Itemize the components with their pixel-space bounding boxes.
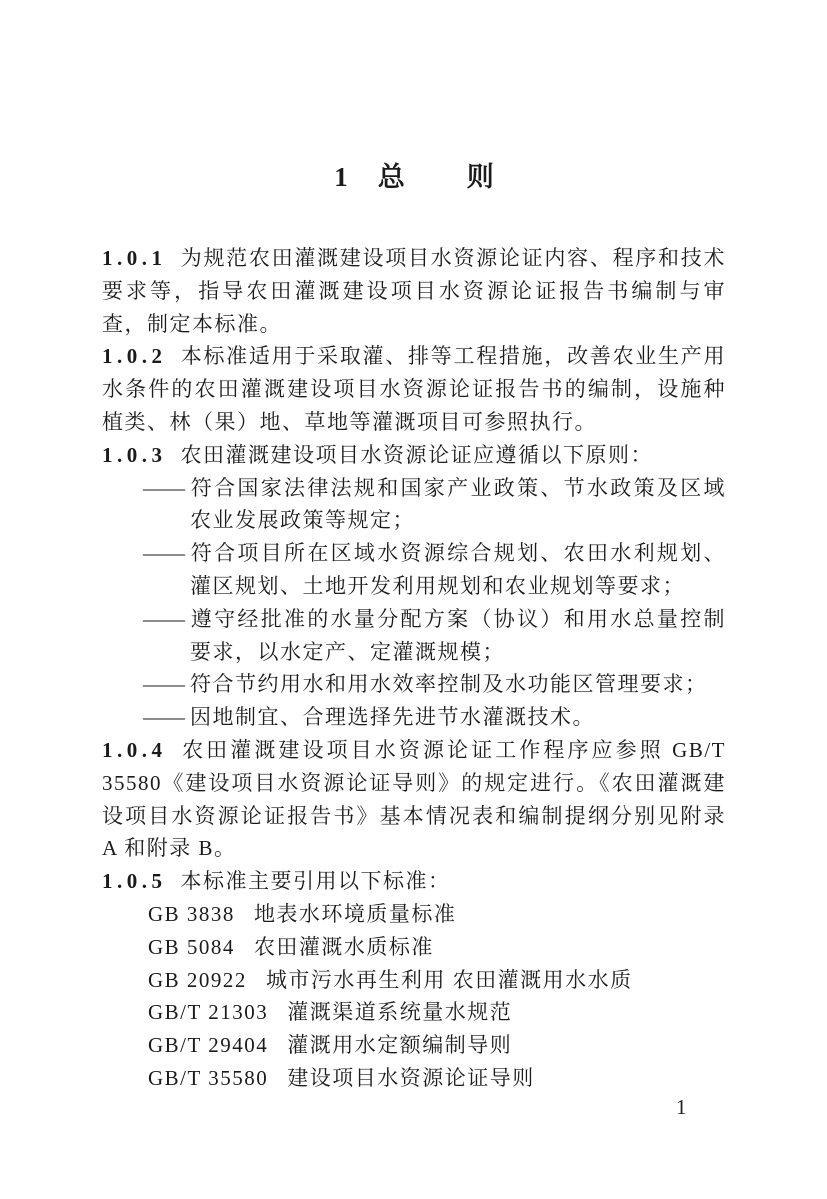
standard-name: 灌溉用水定额编制导则 [287, 1033, 513, 1058]
clause-1-0-4 [102, 734, 726, 865]
chapter-title-word-1: 总 [377, 162, 405, 192]
standard-ref [148, 898, 726, 931]
clause-label: 1.0.3 [102, 442, 167, 467]
clause-text: 为规范农田灌溉建设项目水资源论证内容、程序和技术要求等，指导农田灌溉建设项目水资源论证报告书编制与审查，制定本标准。 [102, 246, 726, 336]
clause-1-0-3 [102, 439, 726, 472]
clause-label: 1.0.4 [102, 737, 167, 762]
chapter-title [102, 155, 726, 193]
standard-ref [148, 1062, 726, 1095]
standard-code: GB/T 35580 [148, 1065, 269, 1090]
clause-label: 1.0.2 [102, 344, 167, 369]
standard-name: 建设项目水资源论证导则 [287, 1065, 535, 1090]
standard-ref [148, 931, 726, 964]
standard-code: GB 5084 [148, 934, 235, 959]
page-content [102, 0, 726, 1095]
clause-1-0-5 [102, 865, 726, 898]
clause-label: 1.0.1 [102, 246, 167, 270]
clause-text: 本标准适用于采取灌、排等工程措施，改善农业生产用水条件的农田灌溉建设项目水资源论证报告书的编制，设施种植类、林（果）地、草地等灌溉项目可参照执行。 [102, 344, 726, 434]
standard-code: GB 20922 [148, 967, 247, 992]
dash-bullet: —— [143, 541, 185, 566]
standard-name: 地表水环境质量标准 [253, 901, 457, 926]
page-number: 1 [676, 1095, 687, 1119]
principle-item [143, 472, 726, 538]
principles-list [102, 472, 726, 734]
standard-code: GB/T 29404 [148, 1033, 269, 1058]
chapter-body [102, 242, 726, 1095]
principle-text: 因地制宜、合理选择先进节水灌溉技术。 [190, 705, 595, 730]
principle-item [143, 603, 726, 669]
clause-1-0-1 [102, 242, 726, 340]
principle-text: 遵守经批准的水量分配方案（协议）和用水总量控制要求，以水定产、定灌溉规模； [190, 606, 726, 664]
dash-bullet: —— [143, 705, 185, 730]
clause-text: 农田灌溉建设项目水资源论证工作程序应参照 GB/T 35580《建设项目水资源论证导则》的规定进行。《农田灌溉建设项目水资源论证报告书》基本情况表和编制提纲分别见附录 A 和附录 B。 [102, 737, 726, 861]
standard-code: GB/T 21303 [148, 1000, 269, 1025]
principle-item [143, 701, 726, 734]
principle-text: 符合国家法律法规和国家产业政策、节水政策及区域农业发展政策等规定； [190, 475, 726, 533]
referenced-standards-list [102, 898, 726, 1095]
principle-text: 符合节约用水和用水效率控制及水功能区管理要求； [190, 672, 708, 697]
principle-item [143, 668, 726, 701]
standard-ref [148, 996, 726, 1029]
standard-name: 农田灌溉水质标准 [253, 934, 434, 959]
clause-1-0-2 [102, 340, 726, 438]
chapter-title-word-2: 则 [466, 162, 494, 192]
clause-text: 农田灌溉建设项目水资源论证应遵循以下原则： [180, 442, 653, 467]
dash-bullet: —— [143, 606, 185, 631]
standard-code: GB 3838 [148, 901, 235, 926]
clause-text: 本标准主要引用以下标准： [180, 869, 451, 894]
standard-ref [148, 964, 726, 997]
principle-text: 符合项目所在区域水资源综合规划、农田水利规划、灌区规划、土地开发利用规划和农业规划等要求； [190, 541, 726, 598]
standard-name: 城市污水再生利用 农田灌溉用水水质 [265, 967, 633, 992]
principle-item [143, 537, 726, 603]
clause-label: 1.0.5 [102, 869, 167, 894]
standard-name: 灌溉渠道系统量水规范 [287, 1000, 513, 1025]
dash-bullet: —— [143, 672, 185, 697]
chapter-number: 1 [334, 162, 348, 192]
standard-ref [148, 1029, 726, 1062]
dash-bullet: —— [143, 475, 185, 500]
